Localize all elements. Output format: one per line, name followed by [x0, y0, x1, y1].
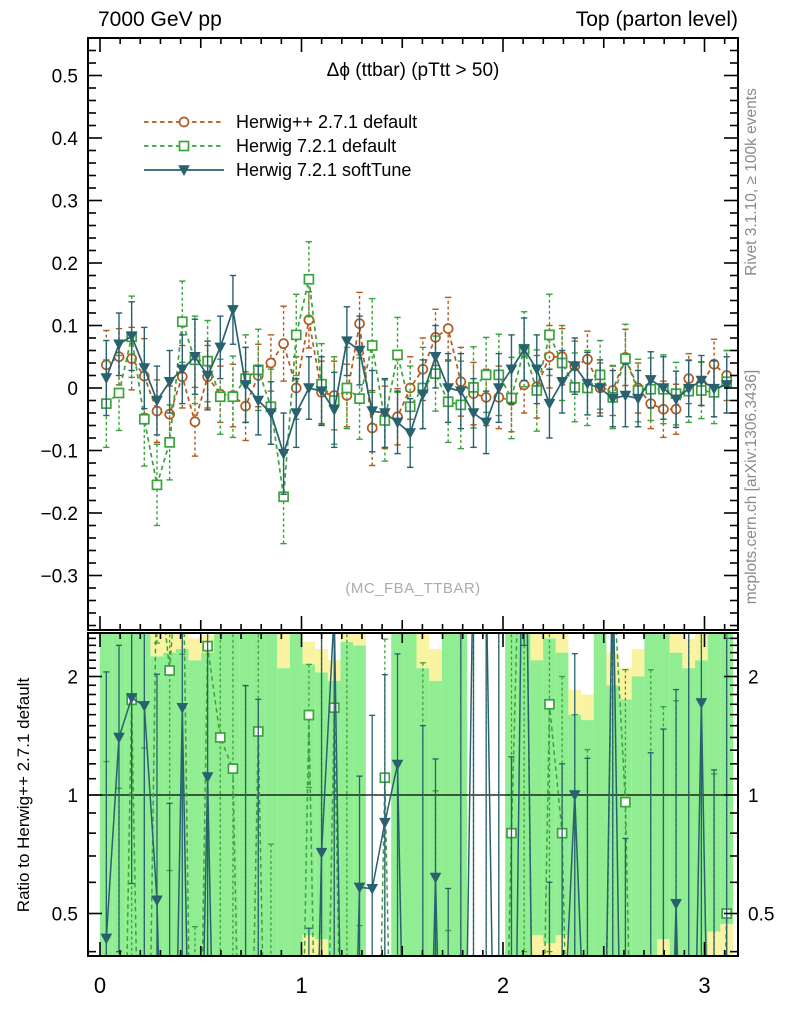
svg-text:0: 0 — [93, 973, 107, 998]
svg-text:1: 1 — [67, 786, 78, 807]
main-series — [101, 242, 731, 544]
observable-title: Δϕ (ttbar) (pTtt > 50) — [326, 60, 500, 81]
mcplots-reference-sidetext: mcplots.cern.ch [arXiv:1306.3436] — [743, 369, 760, 605]
legend — [142, 110, 417, 182]
svg-text:0.5: 0.5 — [51, 904, 78, 926]
svg-text:−0.2: −0.2 — [40, 504, 78, 525]
analysis-watermark: (MC_FBA_TTBAR) — [345, 580, 481, 597]
svg-text:−0.1: −0.1 — [40, 441, 78, 463]
svg-text:0.3: 0.3 — [51, 191, 78, 213]
svg-text:0.5: 0.5 — [748, 904, 775, 926]
legend-label: Herwig 7.2.1 default — [236, 135, 397, 156]
svg-text:0: 0 — [67, 379, 78, 400]
legend-entry-herwig-721-softtune — [142, 158, 417, 182]
legend-entry-herwig-721-default — [142, 134, 417, 158]
svg-text:1: 1 — [748, 786, 759, 807]
beam-title: 7000 GeV pp — [98, 8, 222, 31]
ratio-axis-label: Ratio to Herwig++ 2.7.1 default — [14, 677, 33, 913]
svg-text:−0.3: −0.3 — [40, 566, 78, 588]
rivet-version-sidetext: Rivet 3.1.10, ≥ 100k events — [743, 88, 760, 276]
legend-sample-herwig-721-softtune-icon — [142, 162, 226, 178]
svg-text:1: 1 — [295, 973, 308, 998]
svg-text:0.1: 0.1 — [51, 316, 78, 338]
legend-sample-herwigpp-271-icon — [142, 114, 226, 130]
legend-sample-herwig-721-default-icon — [142, 138, 226, 154]
legend-entry-herwigpp-271 — [142, 110, 417, 134]
process-title: Top (parton level) — [575, 8, 738, 31]
svg-text:0.4: 0.4 — [51, 129, 78, 150]
svg-text:2: 2 — [67, 667, 78, 689]
svg-text:2: 2 — [748, 667, 759, 689]
svg-text:0.2: 0.2 — [51, 254, 78, 275]
series-herwig-7-2-1-default — [102, 242, 731, 544]
series-herwig-2-7-1-default — [102, 292, 731, 466]
svg-text:3: 3 — [698, 973, 711, 998]
legend-label: Herwig++ 2.7.1 default — [236, 111, 418, 132]
svg-text:0.5: 0.5 — [51, 66, 78, 88]
legend-label: Herwig 7.2.1 softTune — [236, 159, 412, 180]
svg-text:2: 2 — [496, 973, 510, 998]
